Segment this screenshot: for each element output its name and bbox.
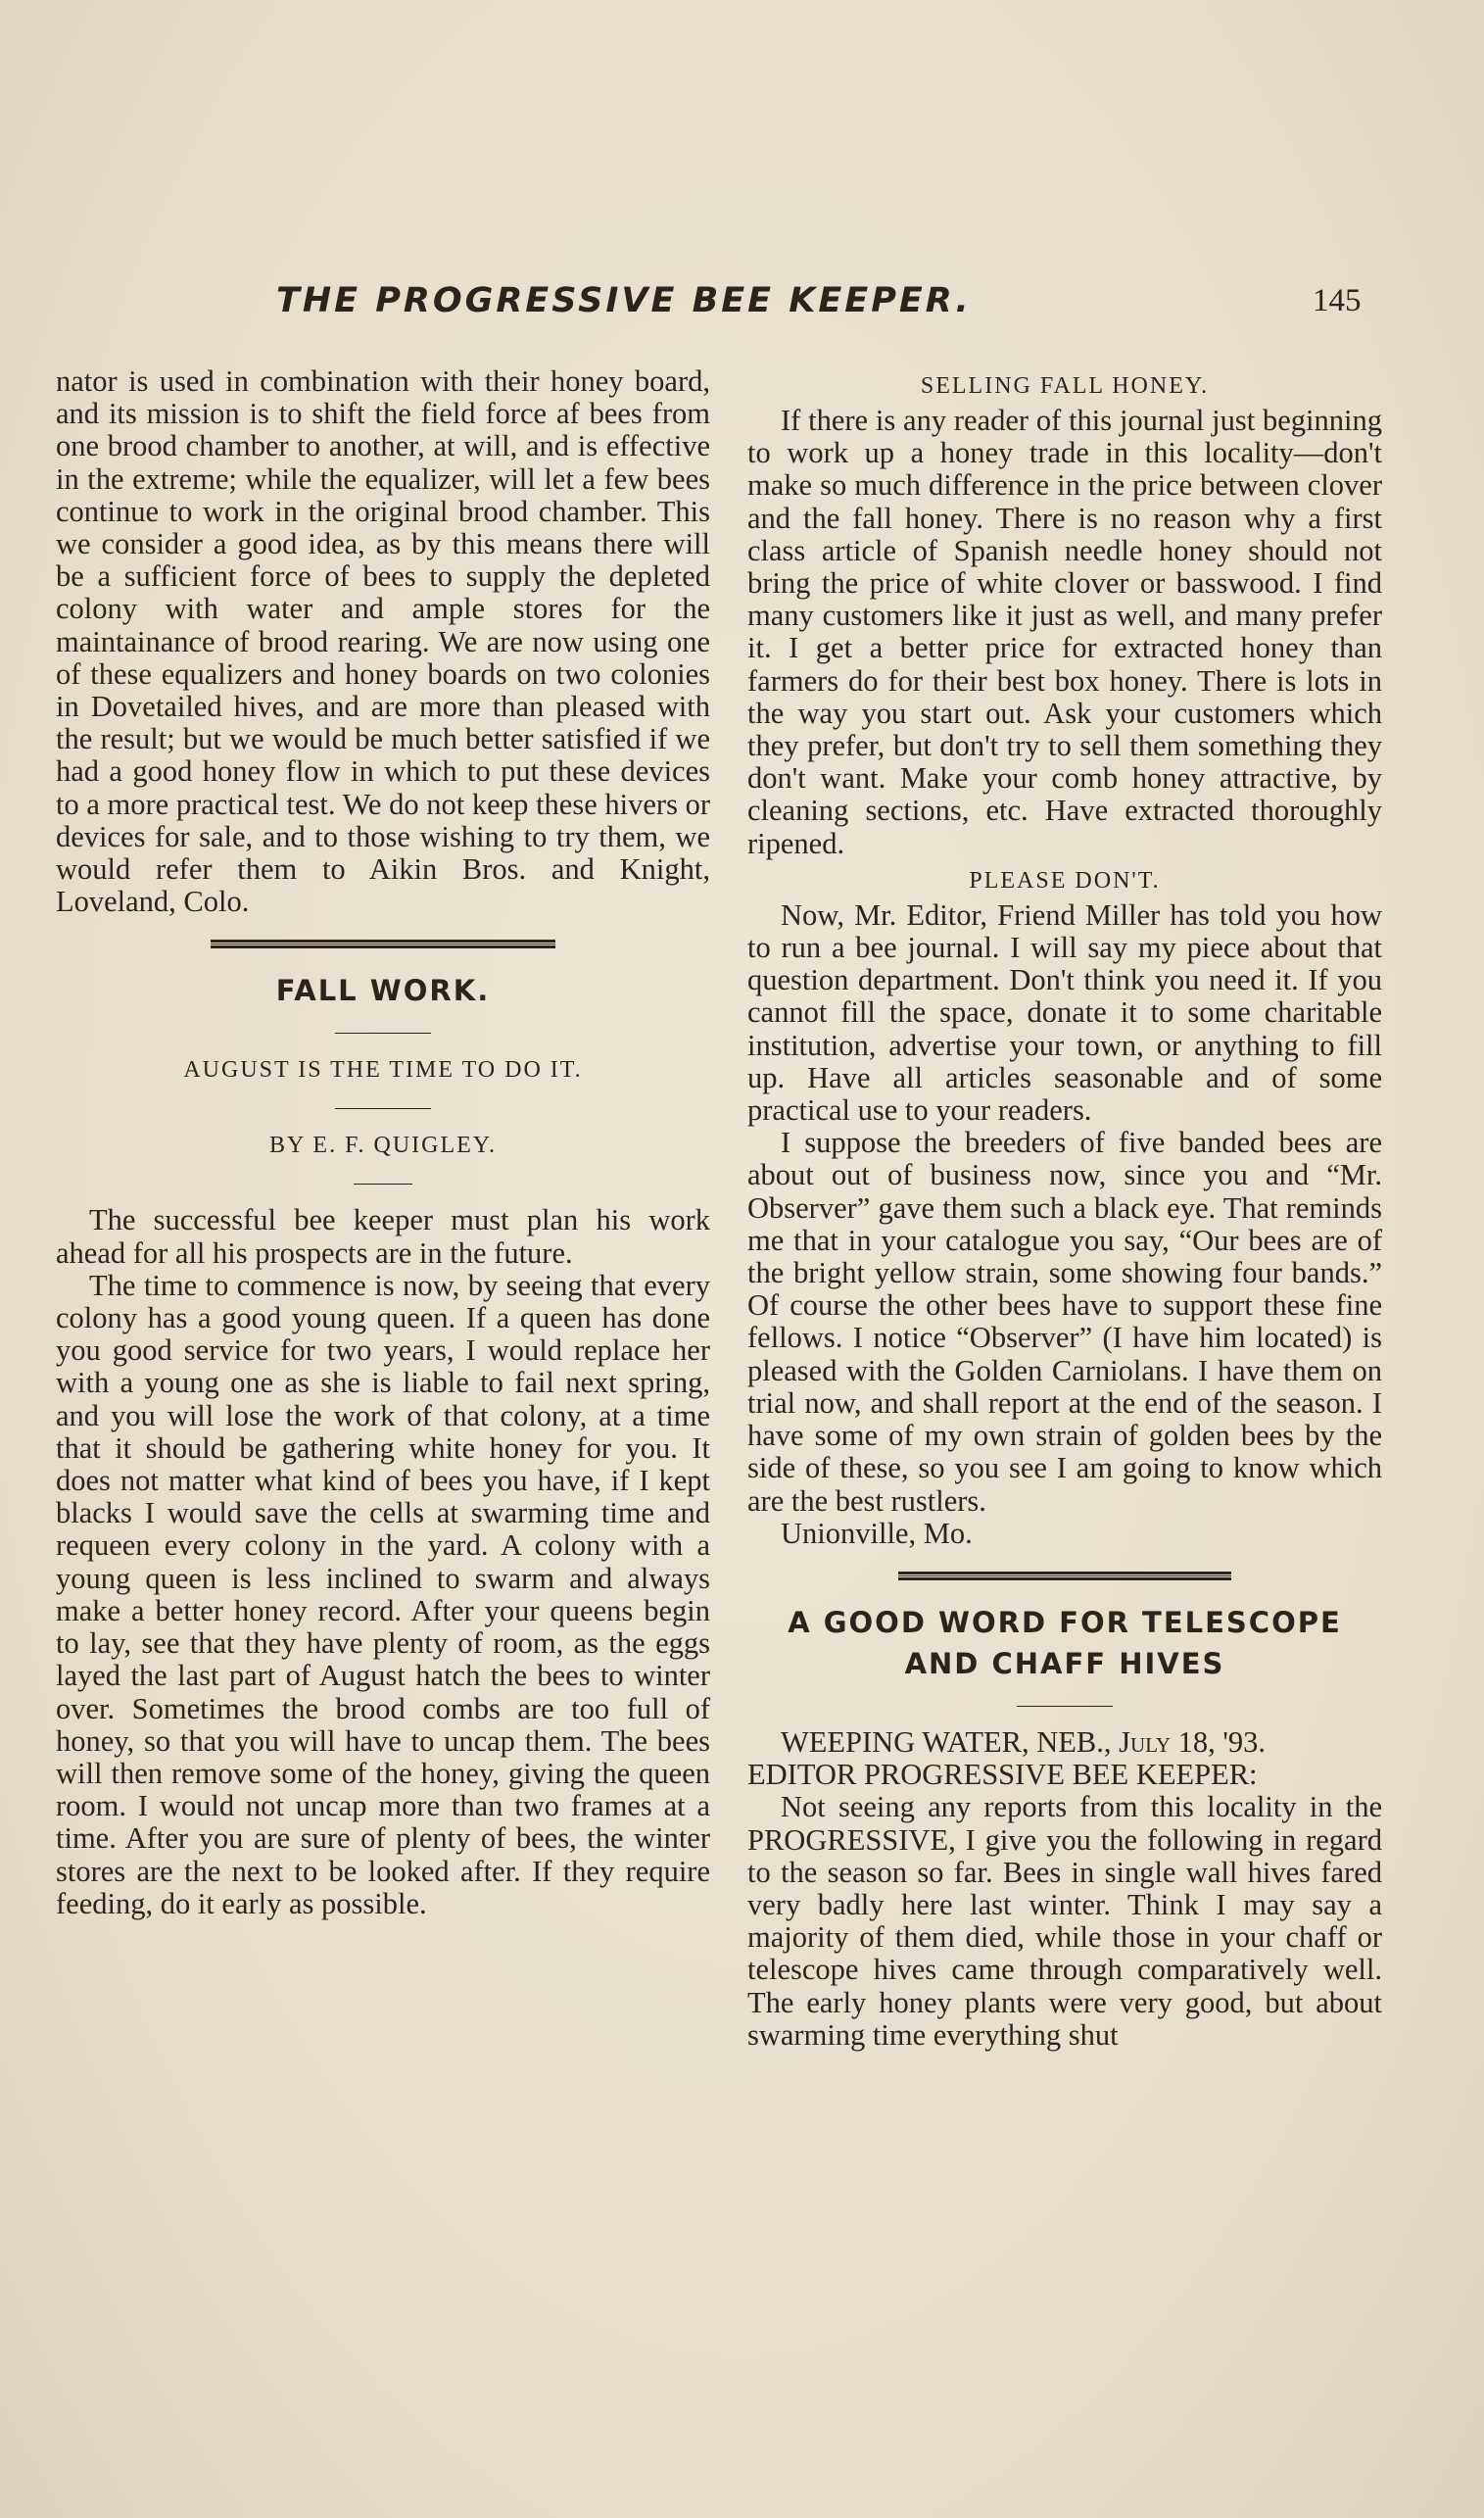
byline: BY E. F. QUIGLEY.	[268, 1133, 498, 1159]
short-rule	[354, 1184, 412, 1185]
body-paragraph: If there is any reader of this journal just beginning to work up a honey trade in this locality—don't make so much difference in the price between clover and the fall honey. There is no reason why a first class article of Spanish needle honey should not bring the price of white clover or basswood. I find many customers like it just as well, and many prefer it. I get a better price for extracted honey than farmers do for their best box honey. There is lots in the way you start out. Ask your customers which they prefer, but don't try to sell them something they don't want. Make your comb honey attractive, by cleaning sections, etc. Have extracted thoroughly ripened.	[747, 404, 1382, 860]
article-subtitle: AUGUST IS THE TIME TO DO IT.	[183, 1057, 583, 1084]
subhead-please-dont: PLEASE DON'T.	[969, 867, 1161, 894]
dateline: WEEPING WATER, NEB., July 18, '93.	[781, 1724, 1266, 1759]
section-divider	[898, 1572, 1231, 1580]
salutation: EDITOR PROGRESSIVE BEE KEEPER:	[747, 1758, 1258, 1792]
page-number: 145	[1313, 283, 1362, 318]
article-title-fall-work: FALL WORK.	[275, 974, 491, 1008]
body-paragraph: Not seeing any reports from this locality in the PROGRESSIVE, I give you the following in regard to the season so far. Bees in single wall hives fared very badly here last winter. Think I may say a majority of them died, while those in your chaff or telescope hives came through comparatively well. The early honey plants were very good, but about swarming time everything shut	[747, 1790, 1382, 2052]
body-paragraph: Now, Mr. Editor, Friend Miller has told you how to run a bee journal. I will say my piece about that question department. Don't think you need it. If you cannot fill the space, donate it to some charitable institution, advertise your town, or anything to fill up. Have all articles seasonable and of some practical use to your readers.	[747, 897, 1382, 1128]
subhead-selling-fall-honey: SELLING FALL HONEY.	[920, 373, 1210, 399]
short-rule	[1017, 1706, 1113, 1707]
section-divider	[211, 940, 555, 948]
continued-paragraph: nator is used in combination with their honey board, and its mission is to shift the field force af bees from one brood chamber to another, at will, and is effective in the extreme; while the equalizer, will let a few bees continue to work in the original brood chamber. This we consider a good idea, as by this means there will be a sufficient force of bees to supply the depleted colony with water and ample stores for the maintainance of brood rearing. We are now using one of these equalizers and honey boards on two colonies in Dovetailed hives, and are more than pleased with the result; but we would be much better satisfied if we had a good honey flow in which to put these devices to a more practical test. We do not keep these hivers or devices for sale, and to those wishing to try them, we would refer them to Aikin Bros. and Knight, Loveland, Colo.	[56, 364, 710, 919]
short-rule	[335, 1033, 431, 1034]
article-title-telescope-line1: A GOOD WORD FOR TELESCOPE	[788, 1605, 1342, 1639]
signoff: Unionville, Mo.	[781, 1516, 973, 1550]
body-paragraph: The time to commence is now, by seeing that every colony has a good young queen. If a queen has done you good service for two years, I would replace her with a young one as she is liable to fail next spring, and you will lose the work of that colony, at a time that it should be gathering white honey for you. It does not matter what kind of bees you have, if I kept blacks I would save the cells at swarming time and requeen every colony in the yard. A colony with a young queen is less inclined to swarm and always make a better honey record. After your queens begin to lay, see that they have plenty of room, as the eggs layed the last part of August hatch the bees to winter over. Sometimes the brood combs are too full of honey, so that you will have to uncap them. The bees will then remove some of the honey, giving the queen room. I would not uncap more than two frames at a time. After you are sure of plenty of bees, the winter stores are the next to be looked after. If they require feeding, do it early as possible.	[56, 1268, 710, 1920]
running-title: THE PROGRESSIVE BEE KEEPER.	[276, 281, 972, 320]
page-header	[0, 276, 1484, 325]
article-title-telescope-line2: AND CHAFF HIVES	[904, 1646, 1225, 1680]
body-paragraph: The successful bee keeper must plan his work ahead for all his prospects are in the future.	[56, 1203, 710, 1270]
short-rule	[335, 1108, 431, 1109]
left-column	[56, 365, 710, 1920]
body-paragraph: I suppose the breeders of five banded bees are about out of business now, since you and “Mr. Observer” gave them such a black eye. That reminds me that in your catalogue you say, “Our bees are of the bright yellow strain, some showing four bands.” Of course the other bees have to support these fine fellows. I notice “Observer” (I have him located) is pleased with the Golden Carniolans. I have them on trial now, and shall report at the end of the season. I have some of my own strain of golden bees by the side of these, so you see I am going to know which are the best rustlers.	[747, 1126, 1382, 1518]
right-column	[747, 365, 1382, 2052]
